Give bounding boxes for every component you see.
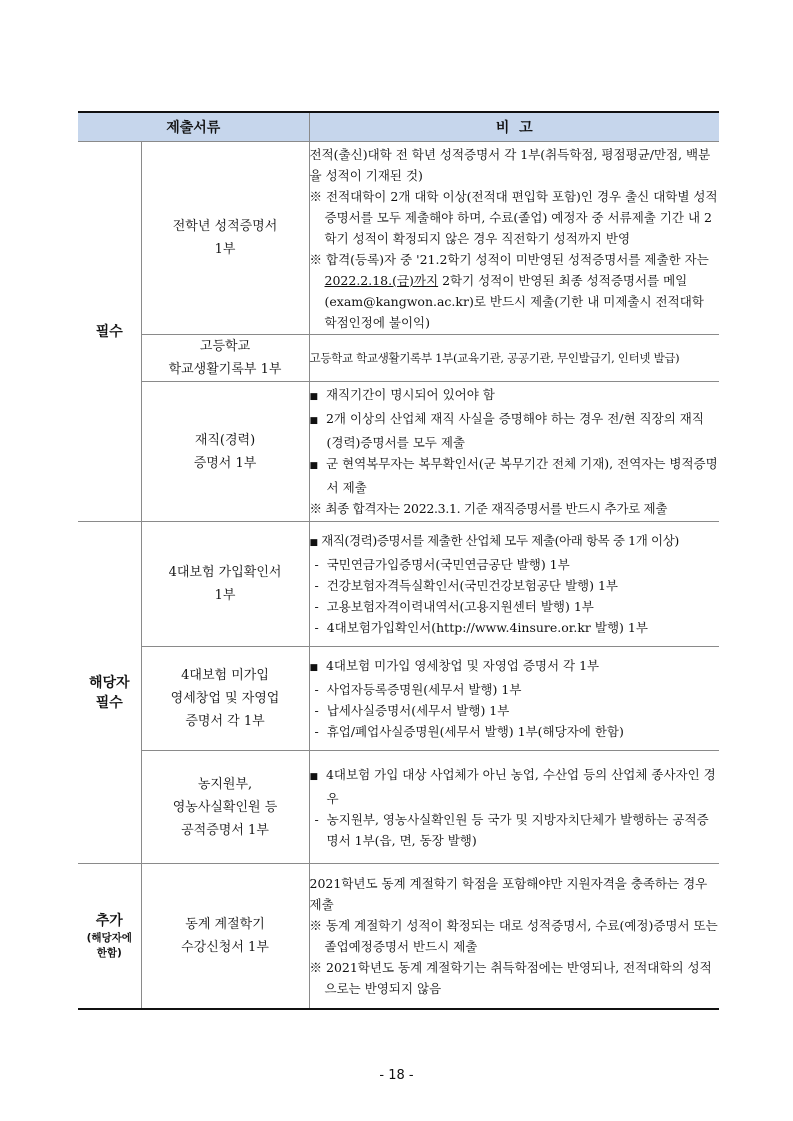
bullet-icon: ■ (309, 392, 319, 402)
remark-school-record: 고등학교 학교생활기록부 1부(교육기관, 공공기관, 무인발급기, 인터넷 발급) (309, 335, 719, 382)
table-row (78, 864, 719, 1009)
doc-seasonal-semester: 동계 계절학기 수강신청서 1부 (141, 864, 309, 1009)
remark-transcript: 전적(출신)대학 전 학년 성적증명서 각 1부(취득학점, 평점평균/만점, 백분율 성적이 기재된 것) ※ 전적대학이 2개 대학 이상(전적대 편입학 포함)인 경우 출신 대학별 성적증명서를 모두 제출해야 하며, 수료(졸업) 예정자 중 서류제출 기간 내 2학기 성적이 확정되지 않은 경우 직전학기 성적까지 반영 ※ 합격(등록)자 중 '21.2학기 성적이 미반영된 성적증명서를 제출한 자는 2022.2.18.(금)까지 2학기 성적이 반영된 최종 성적증명서를 메일(exam@kangwon.ac.kr)로 반드시 제출(기한 내 미제출시 전적대학 학점인정에 불이익) (309, 142, 719, 335)
remark-farm: ■ 4대보험 가입 대상 사업체가 아닌 농업, 수산업 등의 산업체 종사자인 경우 - 농지원부, 영농사실확인원 등 국가 및 지방자치단체가 발행하는 공적증명서 1부(읍, 면, 동장 발행) (309, 751, 719, 864)
header-documents: 제출서류 (78, 112, 309, 142)
table-row (78, 751, 719, 864)
bullet-icon: ■ (309, 416, 319, 426)
remark-insurance: ■ 재직(경력)증명서를 제출한 산업체 모두 제출(아래 항목 중 1개 이상) - 국민연금가입증명서(국민연금공단 발행) 1부 - 건강보험자격득실확인서(국민건강보험공단 발행) 1부 - 고용보험자격이력내역서(고용지원센터 발행) 1부 - 4대보험가입확인서(http://www.4insure.or.kr 발행) 1부 (309, 522, 719, 647)
doc-insurance: 4대보험 가입확인서 1부 (141, 522, 309, 647)
table-header-row (78, 112, 719, 142)
bullet-icon: ■ (309, 461, 319, 471)
doc-transcript: 전학년 성적증명서 1부 (141, 142, 309, 335)
page-number: - 18 - (379, 1068, 414, 1083)
table-row (78, 382, 719, 522)
doc-school-record: 고등학교 학교생활기록부 1부 (141, 335, 309, 382)
category-required: 필수 (78, 142, 141, 522)
remark-self-employed: ■ 4대보험 미가입 영세창업 및 자영업 증명서 각 1부 - 사업자등록증명원(세무서 발행) 1부 - 납세사실증명서(세무서 발행) 1부 - 휴업/폐업사실증명원(세무서 발행) 1부(해당자에 한함) (309, 647, 719, 751)
category-conditional: 해당자 필수 (78, 522, 141, 864)
remark-employment: ■ 재직기간이 명시되어 있어야 함 ■ 2개 이상의 산업체 재직 사실을 증명해야 하는 경우 전/현 직장의 재직(경력)증명서를 모두 제출 ■ 군 현역복무자는 복무확인서(군 복무기간 전체 기재), 전역자는 병적증명서 제출 ※ 최종 합격자는 2022.3.1. 기준 재직증명서를 반드시 추가로 제출 (309, 382, 719, 522)
table-row (78, 142, 719, 335)
doc-employment: 재직(경력) 증명서 1부 (141, 382, 309, 522)
doc-farm: 농지원부, 영농사실확인원 등 공적증명서 1부 (141, 751, 309, 864)
category-additional: 추가 (해당자에 한함) (78, 864, 141, 1009)
table-row (78, 522, 719, 647)
remark-seasonal-semester: 2021학년도 동계 계절학기 학점을 포함해야만 지원자격을 충족하는 경우 제출 ※ 동계 계절학기 성적이 확정되는 대로 성적증명서, 수료(예정)증명서 또는 졸업예정증명서 반드시 제출 ※ 2021학년도 동계 계절학기는 취득학점에는 반영되나, 전적대학의 성적으로는 반영되지 않음 (309, 864, 719, 1009)
doc-self-employed: 4대보험 미가입 영세창업 및 자영업 증명서 각 1부 (141, 647, 309, 751)
table-row (78, 335, 719, 382)
table-row (78, 647, 719, 751)
bullet-icon: ■ (309, 663, 319, 673)
header-remarks: 비 고 (309, 112, 719, 142)
bullet-icon: ■ (309, 771, 319, 782)
document-requirements-table (78, 111, 719, 1010)
bullet-icon: ■ (309, 538, 318, 548)
